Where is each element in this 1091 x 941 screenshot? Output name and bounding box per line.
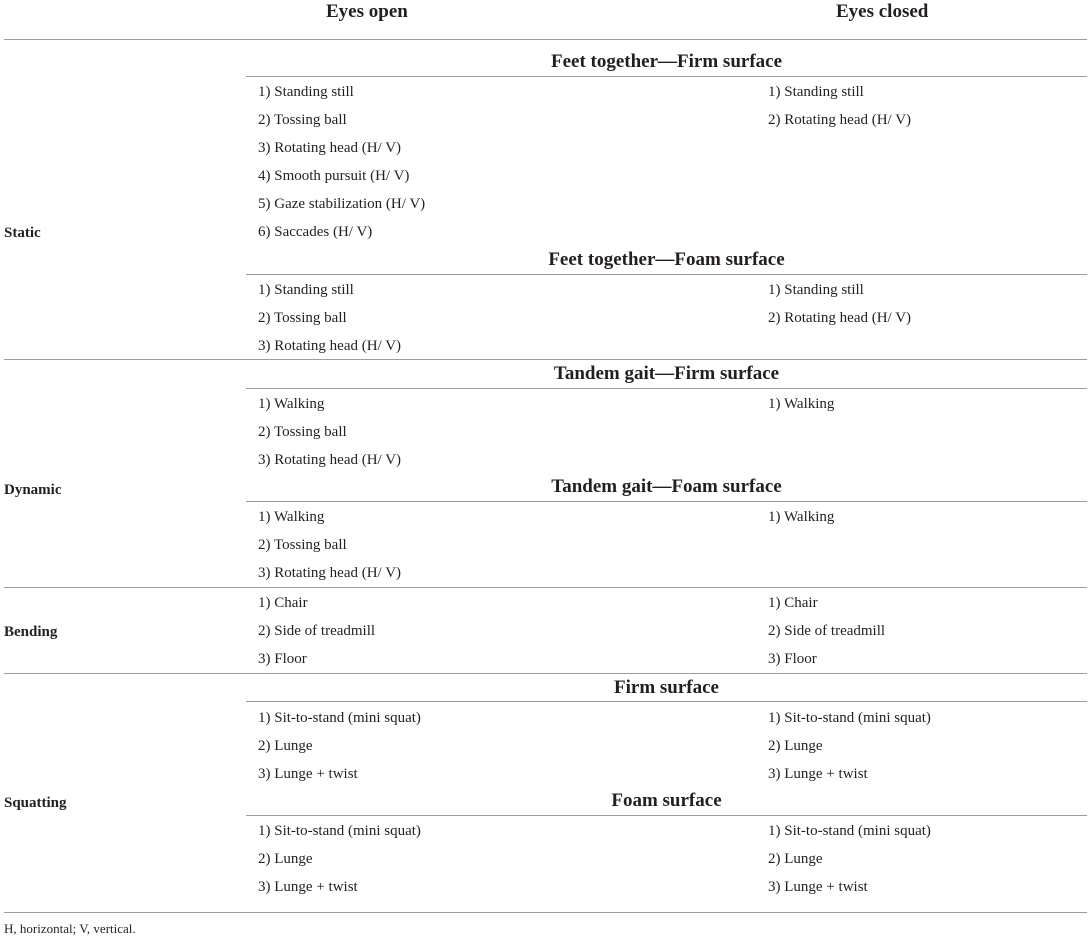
section-title: Feet together—Foam surface bbox=[548, 249, 785, 270]
rule-header-bottom bbox=[4, 39, 1087, 40]
list-item: 1) Sit-to-stand (mini squat) bbox=[258, 823, 421, 839]
list-item: 3) Lunge + twist bbox=[768, 766, 868, 782]
rule-static-foam-title bbox=[246, 274, 1087, 275]
list-item: 2) Lunge bbox=[258, 851, 313, 867]
list-item: 2) Rotating head (H/ V) bbox=[768, 112, 912, 128]
list-item: 1) Walking bbox=[258, 509, 325, 525]
section-title: Firm surface bbox=[614, 677, 719, 698]
list-item: 3) Rotating head (H/ V) bbox=[258, 565, 402, 581]
rule-table-bottom bbox=[4, 912, 1087, 913]
rule-static-firm-title bbox=[246, 76, 1087, 77]
list-item: 3) Lunge + twist bbox=[258, 766, 358, 782]
list-item: 2) Side of treadmill bbox=[768, 623, 886, 639]
rule-dynamic-foam-title bbox=[246, 501, 1087, 502]
section-title: Tandem gait—Foam surface bbox=[551, 476, 782, 497]
category-static: Static bbox=[4, 225, 41, 241]
list-item: 2) Side of treadmill bbox=[258, 623, 376, 639]
list-item: 2) Lunge bbox=[768, 738, 823, 754]
list-item: 1) Walking bbox=[768, 509, 835, 525]
list-item: 1) Chair bbox=[258, 595, 308, 611]
list-item: 1) Walking bbox=[768, 396, 835, 412]
section-title: Foam surface bbox=[611, 790, 722, 811]
list-item: 2) Lunge bbox=[258, 738, 313, 754]
header-eyes-open: Eyes open bbox=[326, 1, 408, 22]
list-item: 2) Lunge bbox=[768, 851, 823, 867]
list-item: 2) Rotating head (H/ V) bbox=[768, 310, 912, 326]
table-footnote: H, horizontal; V, vertical. bbox=[4, 921, 136, 936]
category-bending: Bending bbox=[4, 624, 58, 640]
rule-squat-foam-title bbox=[246, 815, 1087, 816]
list-item: 1) Standing still bbox=[258, 282, 354, 298]
list-item: 2) Tossing ball bbox=[258, 537, 347, 553]
list-item: 2) Tossing ball bbox=[258, 424, 347, 440]
list-item: 5) Gaze stabilization (H/ V) bbox=[258, 196, 426, 212]
rule-bending-bottom bbox=[4, 673, 1087, 674]
list-item: 1) Sit-to-stand (mini squat) bbox=[258, 710, 421, 726]
list-item: 1) Chair bbox=[768, 595, 818, 611]
header-eyes-closed: Eyes closed bbox=[836, 1, 929, 22]
rule-squat-firm-title bbox=[246, 701, 1087, 702]
section-title: Feet together—Firm surface bbox=[550, 51, 783, 72]
category-squatting: Squatting bbox=[4, 795, 67, 811]
rule-static-bottom bbox=[4, 359, 1087, 360]
list-item: 3) Lunge + twist bbox=[258, 879, 358, 895]
list-item: 1) Walking bbox=[258, 396, 325, 412]
list-item: 1) Standing still bbox=[768, 84, 864, 100]
category-dynamic: Dynamic bbox=[4, 482, 62, 498]
list-item: 2) Tossing ball bbox=[258, 112, 347, 128]
list-item: 3) Floor bbox=[258, 651, 307, 667]
list-item: 1) Sit-to-stand (mini squat) bbox=[768, 823, 931, 839]
list-item: 3) Rotating head (H/ V) bbox=[258, 140, 402, 156]
list-item: 6) Saccades (H/ V) bbox=[258, 224, 373, 240]
list-item: 2) Tossing ball bbox=[258, 310, 347, 326]
section-title: Tandem gait—Firm surface bbox=[553, 363, 780, 384]
list-item: 3) Rotating head (H/ V) bbox=[258, 338, 402, 354]
list-item: 1) Standing still bbox=[258, 84, 354, 100]
list-item: 3) Lunge + twist bbox=[768, 879, 868, 895]
list-item: 3) Floor bbox=[768, 651, 817, 667]
list-item: 1) Standing still bbox=[768, 282, 864, 298]
list-item: 1) Sit-to-stand (mini squat) bbox=[768, 710, 931, 726]
list-item: 4) Smooth pursuit (H/ V) bbox=[258, 168, 410, 184]
rule-dynamic-bottom bbox=[4, 587, 1087, 588]
list-item: 3) Rotating head (H/ V) bbox=[258, 452, 402, 468]
rule-dynamic-firm-title bbox=[246, 388, 1087, 389]
